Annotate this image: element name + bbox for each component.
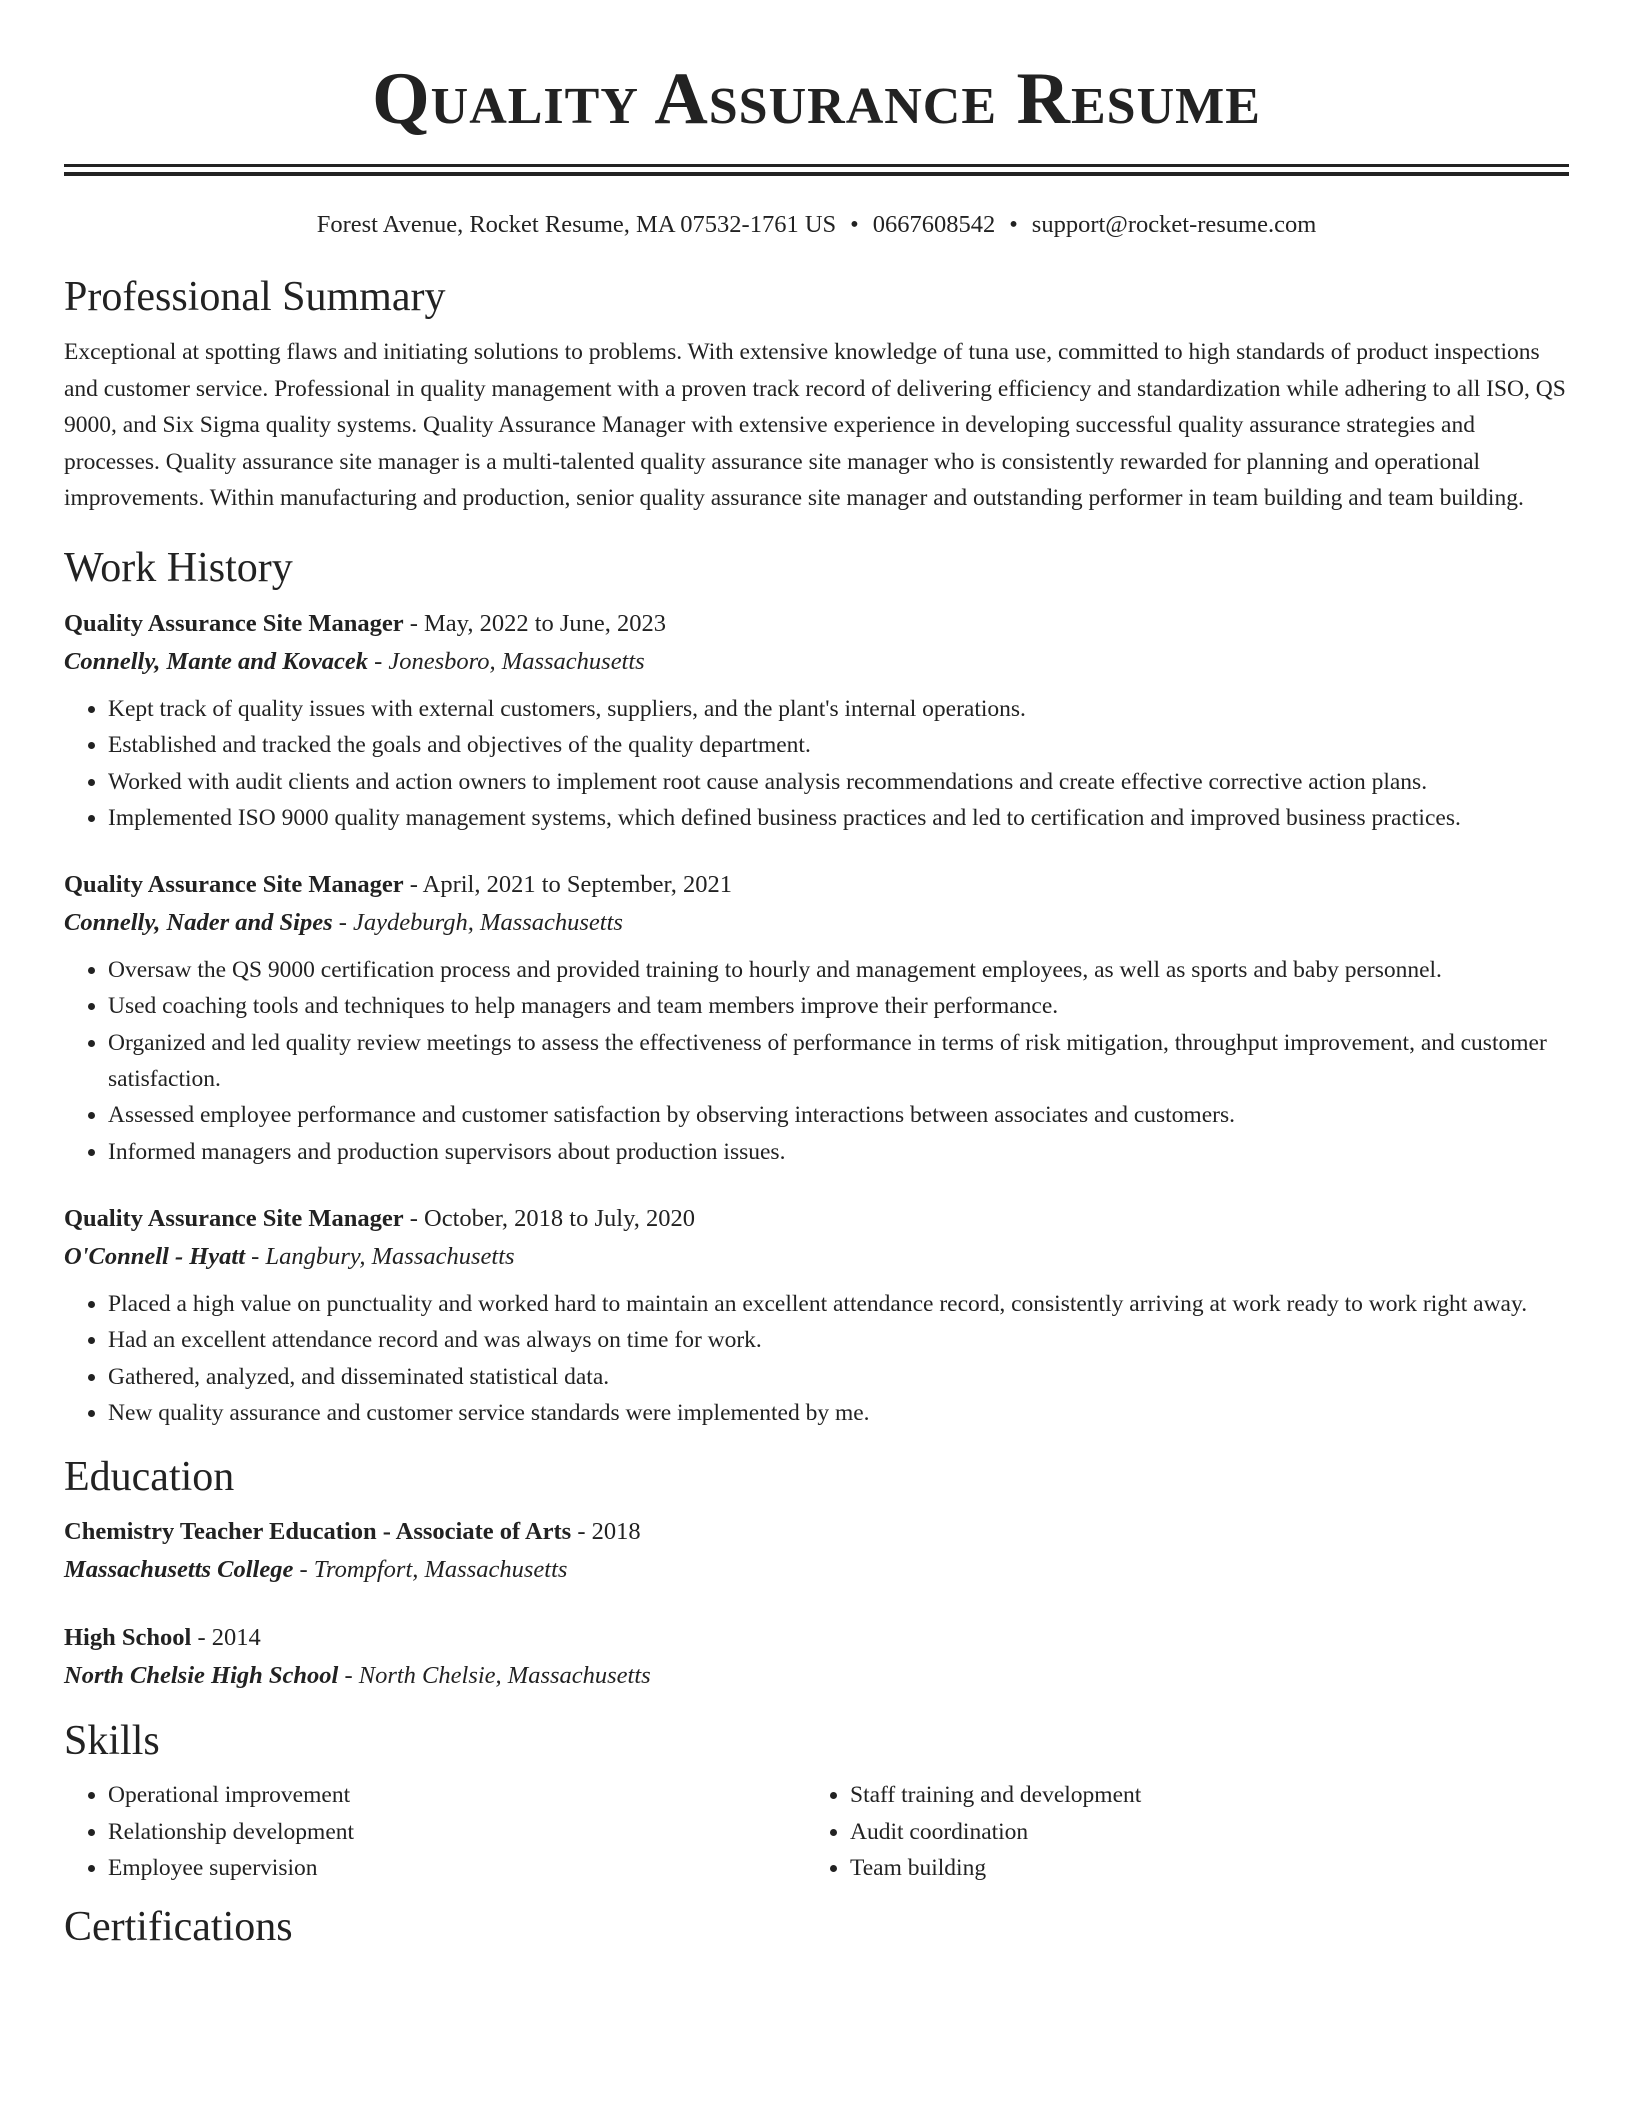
summary-text: Exceptional at spotting flaws and initiating solutions to problems. With extensive knowledge of tuna use, committed to high standards of product inspections and customer service. Professional in quality management with a proven track record of delivering efficiency and standardization while adhering to all ISO, QS 9000, and Six Sigma quality systems. Quality Assurance Manager with extensive experience in developing successful quality assurance strategies and processes. Quality assurance site manager is a multi-talented quality assurance site manager who is consistently rewarded for planning and operational improvements. Within manufacturing and production, senior quality assurance site manager and outstanding performer in team building and team building. — [64, 339, 1566, 512]
education-year: - 2014 — [191, 1624, 261, 1652]
job-bullets — [64, 1286, 1569, 1431]
job-dates: - April, 2021 to September, 2021 — [403, 871, 732, 899]
skills-column-right — [806, 1777, 1548, 1887]
skill-item: • Relationship development — [108, 1814, 806, 1851]
education-location: - North Chelsie, Massachusetts — [338, 1662, 651, 1690]
education-location: - Trompfort, Massachusetts — [293, 1556, 568, 1584]
contact-separator: • — [1009, 211, 1018, 238]
education-entry — [64, 1513, 1569, 1589]
job-company-line — [64, 1238, 1569, 1276]
skill-item: • Team building — [850, 1850, 1548, 1887]
title-rule-top — [64, 164, 1569, 167]
job-dates: - May, 2022 to June, 2023 — [403, 609, 667, 637]
work-history-heading: Work History — [64, 544, 293, 591]
job-bullet: • Informed managers and production supervisors about production issues. — [108, 1134, 1569, 1170]
education-year: - 2018 — [571, 1518, 641, 1546]
education-degree-line — [64, 1513, 1569, 1551]
job-role: Quality Assurance Site Manager — [64, 871, 404, 899]
education-school: North Chelsie High School — [64, 1662, 339, 1690]
job-bullets — [64, 691, 1569, 836]
education-school-line — [64, 1551, 1569, 1589]
skills-heading: Skills — [64, 1718, 160, 1765]
education-degree: High School — [64, 1624, 192, 1652]
job-bullet: • Oversaw the QS 9000 certification process and provided training to hourly and management employees, as well as sports and baby personnel. — [108, 952, 1569, 988]
job-company: Connelly, Nader and Sipes — [64, 909, 333, 937]
title-rule-bottom — [64, 172, 1569, 176]
skill-item: • Audit coordination — [850, 1814, 1548, 1851]
contact-line — [64, 210, 1569, 240]
education-school-line — [64, 1657, 1569, 1695]
job-entry — [64, 866, 1569, 1170]
skill-item: • Operational improvement — [108, 1777, 806, 1814]
contact-separator: • — [850, 211, 859, 238]
education-entry — [64, 1619, 1569, 1695]
education-degree: Chemistry Teacher Education - Associate of Arts — [64, 1518, 572, 1546]
job-location: - Langbury, Massachusetts — [245, 1242, 515, 1270]
skill-item: • Staff training and development — [850, 1777, 1548, 1814]
job-role: Quality Assurance Site Manager — [64, 1204, 404, 1232]
skills-list — [64, 1777, 1569, 1887]
job-location: - Jaydeburgh, Massachusetts — [332, 909, 623, 937]
job-bullet: • Established and tracked the goals and objectives of the quality department. — [108, 727, 1569, 763]
resume-title: Quality Assurance Resume — [372, 58, 1261, 140]
job-company-line — [64, 904, 1569, 942]
skills-column-left — [64, 1777, 806, 1887]
job-title-line — [64, 605, 1569, 643]
job-title-line — [64, 1200, 1569, 1238]
job-bullet: • Kept track of quality issues with external customers, suppliers, and the plant's internal operations. — [108, 691, 1569, 727]
job-bullet: • Organized and led quality review meetings to assess the effectiveness of performance in terms of risk mitigation, throughput improvement, and customer satisfaction. — [108, 1025, 1569, 1098]
contact-phone: 0667608542 — [872, 211, 996, 238]
education-degree-line — [64, 1619, 1569, 1657]
job-bullet: • New quality assurance and customer service standards were implemented by me. — [108, 1395, 1569, 1431]
job-entry — [64, 605, 1569, 836]
job-company-line — [64, 643, 1569, 681]
job-bullet: • Assessed employee performance and customer satisfaction by observing interactions between associates and customers. — [108, 1097, 1569, 1133]
summary-heading: Professional Summary — [64, 274, 446, 320]
job-bullet: • Implemented ISO 9000 quality management systems, which defined business practices and led to certification and improved business practices. — [108, 800, 1569, 836]
job-company: Connelly, Mante and Kovacek — [64, 647, 368, 675]
job-company: O'Connell - Hyatt — [64, 1242, 246, 1270]
education-heading: Education — [64, 1454, 235, 1501]
contact-email: support@rocket-resume.com — [1031, 211, 1317, 238]
contact-address: Forest Avenue, Rocket Resume, MA 07532-1761 US — [316, 211, 837, 238]
job-bullets — [64, 952, 1569, 1170]
job-bullet: • Gathered, analyzed, and disseminated statistical data. — [108, 1359, 1569, 1395]
skill-item: • Employee supervision — [108, 1850, 806, 1887]
resume-page — [64, 0, 1569, 1951]
job-dates: - October, 2018 to July, 2020 — [403, 1204, 695, 1232]
job-entry — [64, 1200, 1569, 1431]
job-location: - Jonesboro, Massachusetts — [367, 647, 645, 675]
job-bullet: • Worked with audit clients and action owners to implement root cause analysis recommendations and create effective corrective action plans. — [108, 764, 1569, 800]
job-role: Quality Assurance Site Manager — [64, 609, 404, 637]
job-bullet: • Placed a high value on punctuality and worked hard to maintain an excellent attendance record, consistently arriving at work ready to work right away. — [108, 1286, 1569, 1322]
job-bullet: • Used coaching tools and techniques to help managers and team members improve their performance. — [108, 988, 1569, 1024]
job-title-line — [64, 866, 1569, 904]
job-bullet: • Had an excellent attendance record and was always on time for work. — [108, 1322, 1569, 1358]
education-school: Massachusetts College — [64, 1556, 294, 1584]
certifications-heading: Certifications — [64, 1903, 293, 1950]
